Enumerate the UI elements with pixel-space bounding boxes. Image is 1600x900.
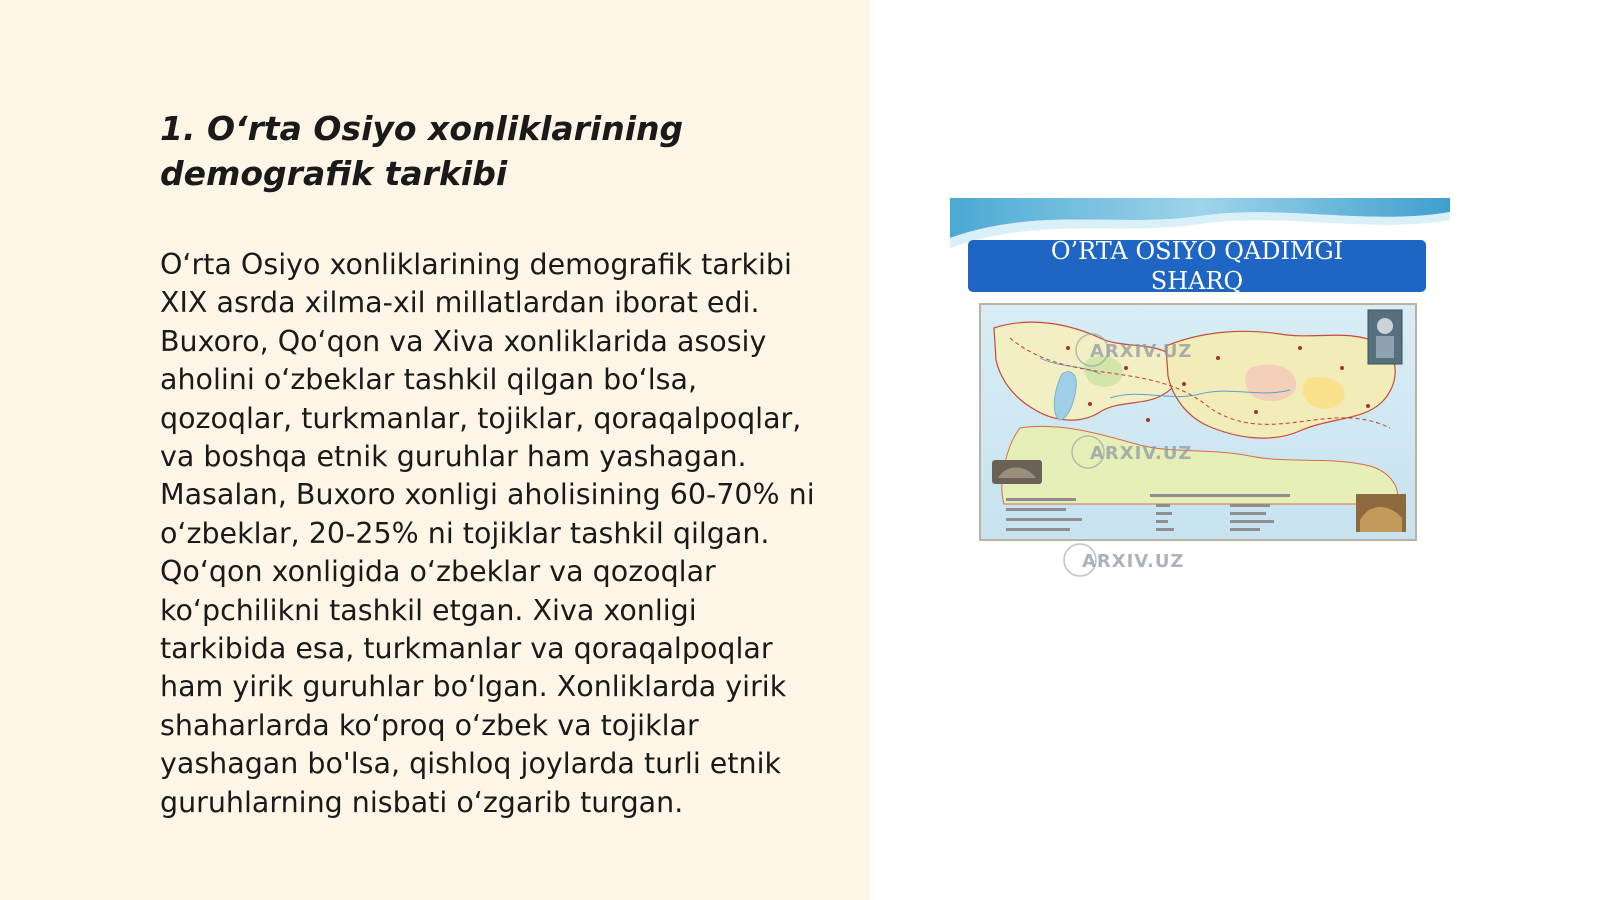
banner-line-1: O’RTA OSIYO QADIMGI	[1050, 237, 1344, 265]
watermark-2: ARXIV.UZ	[1090, 443, 1193, 464]
slide-body-text: O‘rta Osiyo xonliklarining demografik tarkibi XIX asrda xilma-xil millatlardan iborat edi. Buxoro, Qo‘qon va Xiva xonliklarida asosiy aholini o‘zbeklar tashkil qilgan bo‘lsa, qozoqlar, turkmanlar, tojiklar, qoraqalpoqlar, va boshqa etnik guruhlar ham yashagan. Masalan, Buxoro xonligi aholisining 60-70% ni o‘zbeklar, 20-25% ni tojiklar tashkil qilgan. Qo‘qon xonligida o‘zbeklar va qozoqlar ko‘pchilikni tashkil etgan. Xiva xonligi tarkibida esa, turkmanlar va qoraqalpoqlar ham yirik guruhlar bo‘lgan. Xonliklarda yirik shaharlarda ko‘proq o‘zbek va tojiklar yashagan bo'lsa, qishloq joylarda turli etnik guruhlarning nisbati o‘zgarib turgan.	[160, 248, 815, 819]
slide-title: 1. O‘rta Osiyo xonliklarining demografik tarkibi	[160, 109, 684, 193]
watermark-1: ARXIV.UZ	[1090, 341, 1193, 362]
map-image	[950, 198, 1450, 580]
watermark-3: ARXIV.UZ	[1082, 551, 1185, 572]
banner-line-2: SHARQ	[1150, 267, 1244, 295]
map-illustration	[950, 198, 1450, 580]
